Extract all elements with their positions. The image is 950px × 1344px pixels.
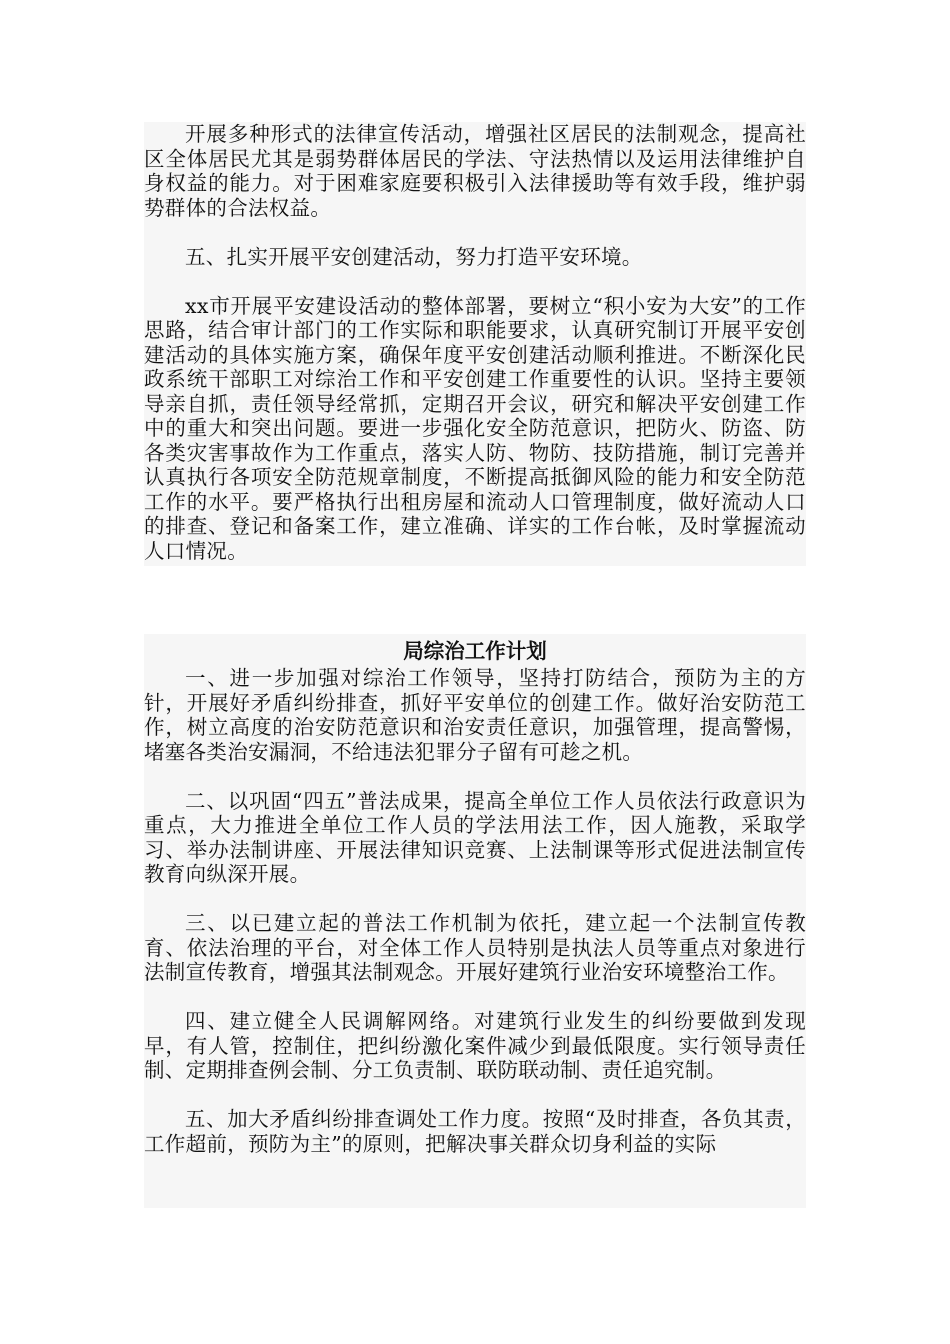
paragraph: 三、以已建立起的普法工作机制为依托，建立起一个法制宣传教育、依法治理的平台，对全体工作人员特别是执法人员等重点对象进行法制宣传教育，增强其法制观念。开展好建筑行业治安环境整治工作。 (144, 911, 806, 984)
document-title: 局综治工作计划 (403, 639, 547, 663)
paragraph: 一、进一步加强对综治工作领导，坚持打防结合，预防为主的方针，开展好矛盾纠纷排查，抓好平安单位的创建工作。做好治安防范工作，树立高度的治安防范意识和治安责任意识，加强管理，提高警惕，堵塞各类治安漏洞，不给违法犯罪分子留有可趁之机。 (144, 666, 806, 764)
document-section-2 (144, 634, 806, 1208)
paragraph: 二、以巩固“四五”普法成果，提高全单位工作人员依法行政意识为重点，大力推进全单位工作人员的学法用法工作，因人施教，采取学习、举办法制讲座、开展法律知识竞赛、上法制课等形式促进法制宣传教育向纵深开展。 (144, 788, 806, 886)
paragraph: 四、建立健全人民调解网络。对建筑行业发生的纠纷要做到发现早，有人管，控制住，把纠纷激化案件减少到最低限度。实行领导责任制、定期排查例会制、分工负责制、联防联动制、责任追究制。 (144, 1009, 806, 1082)
paragraph: 开展多种形式的法律宣传活动，增强社区居民的法制观念，提高社区全体居民尤其是弱势群体居民的学法、守法热情以及运用法律维护自身权益的能力。对于困难家庭要积极引入法律援助等有效手段，维护弱势群体的合法权益。 (144, 122, 806, 220)
section-heading: 五、扎实开展平安创建活动，努力打造平安环境。 (185, 244, 643, 269)
document-section-1 (144, 122, 806, 566)
paragraph: 五、加大矛盾纠纷排查调处工作力度。按照“及时排查，各负其责，工作超前，预防为主”的原则，把解决事关群众切身利益的实际 (144, 1107, 806, 1156)
paragraph: xx市开展平安建设活动的整体部署，要树立“积小安为大安”的工作思路，结合审计部门的工作实际和职能要求，认真研究制订开展平安创建活动的具体实施方案，确保年度平安创建活动顺利推进。不断深化民政系统干部职工对综治工作和平安创建工作重要性的认识。坚持主要领导亲自抓，责任领导经常抓，定期召开会议，研究和解决平安创建工作中的重大和突出问题。要进一步强化安全防范意识，把防火、防盗、防各类灾害事故作为工作重点，落实人防、物防、技防措施，制订完善并认真执行各项安全防范规章制度，不断提高抵御风险的能力和安全防范工作的水平。要严格执行出租房屋和流动人口管理制度，做好流动人口的排查、登记和备案工作，建立准确、详实的工作台帐，及时掌握流动人口情况。 (144, 293, 806, 563)
